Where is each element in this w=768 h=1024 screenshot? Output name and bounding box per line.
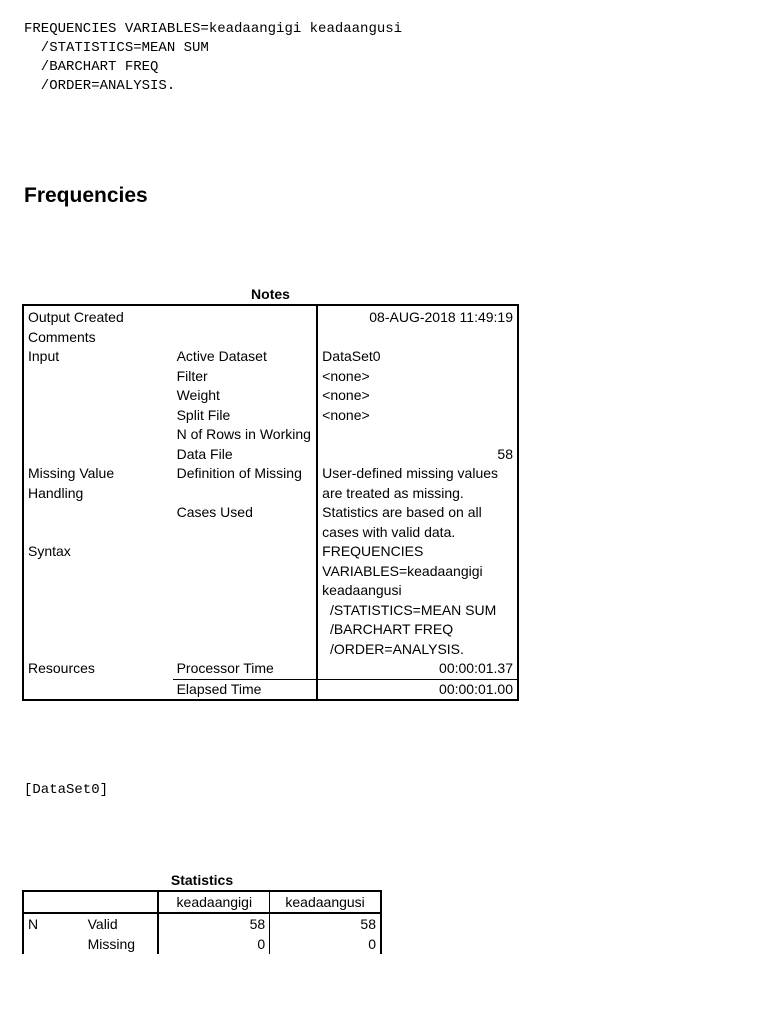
active-dataset-value: DataSet0 <box>322 348 381 364</box>
filter-value: <none> <box>322 367 370 384</box>
table-row <box>23 386 518 406</box>
table-row <box>23 425 518 464</box>
syntax-line: FREQUENCIES VARIABLES=keadaangigi keadaangusi <box>24 21 403 37</box>
dataset-tag: [DataSet0] <box>24 782 109 798</box>
syntax-block <box>24 20 402 96</box>
table-row <box>23 503 518 542</box>
processor-time-value: 00:00:01.37 <box>439 660 513 676</box>
valid-value: 58 <box>158 913 269 934</box>
notes-table <box>22 304 519 701</box>
cases-used-label: Cases Used <box>173 503 318 542</box>
output-created-label: Output Created <box>28 309 124 325</box>
syntax-line: /ORDER=ANALYSIS. <box>24 78 176 94</box>
statistics-table <box>22 890 382 954</box>
split-file-value: <none> <box>322 406 370 423</box>
valid-label: Valid <box>84 913 159 934</box>
syntax-line: /STATISTICS=MEAN SUM <box>24 40 209 56</box>
comments-label: Comments <box>28 328 96 345</box>
table-row <box>23 367 518 387</box>
n-rows-value: 58 <box>497 445 513 462</box>
table-row <box>23 913 381 934</box>
processor-time-label: Processor Time <box>173 659 318 679</box>
elapsed-time-label: Elapsed Time <box>173 679 318 700</box>
table-row <box>23 328 518 348</box>
table-row <box>23 659 518 679</box>
output-created-value: 08-AUG-2018 11:49:19 <box>369 309 513 325</box>
missing-label: Missing <box>84 934 159 954</box>
table-row <box>23 934 381 954</box>
input-label: Input <box>28 348 60 364</box>
syntax-value: FREQUENCIES VARIABLES=keadaangigi keadaangusi /STATISTICS=MEAN SUM /BARCHART FREQ /ORDER=ANALYSIS. <box>322 543 497 657</box>
definition-label: Definition of Missing <box>173 464 318 503</box>
table-row <box>23 347 518 367</box>
page-title: Frequencies <box>24 184 148 207</box>
resources-label: Resources <box>28 660 95 676</box>
cases-used-value: Statistics are based on all cases with valid data. <box>322 504 482 540</box>
missing-value: 0 <box>270 934 381 954</box>
column-header: keadaangusi <box>270 891 381 913</box>
syntax-label: Syntax <box>28 543 71 559</box>
n-rows-label: N of Rows in Working Data File <box>173 425 318 464</box>
active-dataset-label: Active Dataset <box>173 347 318 367</box>
missing-value: 0 <box>158 934 269 954</box>
table-row <box>23 679 518 700</box>
n-label: N <box>28 916 39 932</box>
table-row <box>23 305 518 328</box>
table-row <box>23 542 518 659</box>
weight-value: <none> <box>322 387 370 403</box>
split-file-label: Split File <box>173 406 318 426</box>
table-header-row <box>23 891 381 913</box>
valid-value: 58 <box>270 913 381 934</box>
elapsed-time-value: 00:00:01.00 <box>317 679 518 700</box>
missing-handling-label: Missing Value Handling <box>28 465 115 501</box>
statistics-title: Statistics <box>170 872 234 888</box>
weight-label: Weight <box>173 386 318 406</box>
syntax-line: /BARCHART FREQ <box>24 59 159 75</box>
definition-value: User-defined missing values are treated as missing. <box>322 465 499 501</box>
table-row <box>23 464 518 503</box>
filter-label: Filter <box>173 367 318 387</box>
notes-title: Notes <box>251 286 290 302</box>
table-row <box>23 406 518 426</box>
column-header: keadaangigi <box>158 891 269 913</box>
